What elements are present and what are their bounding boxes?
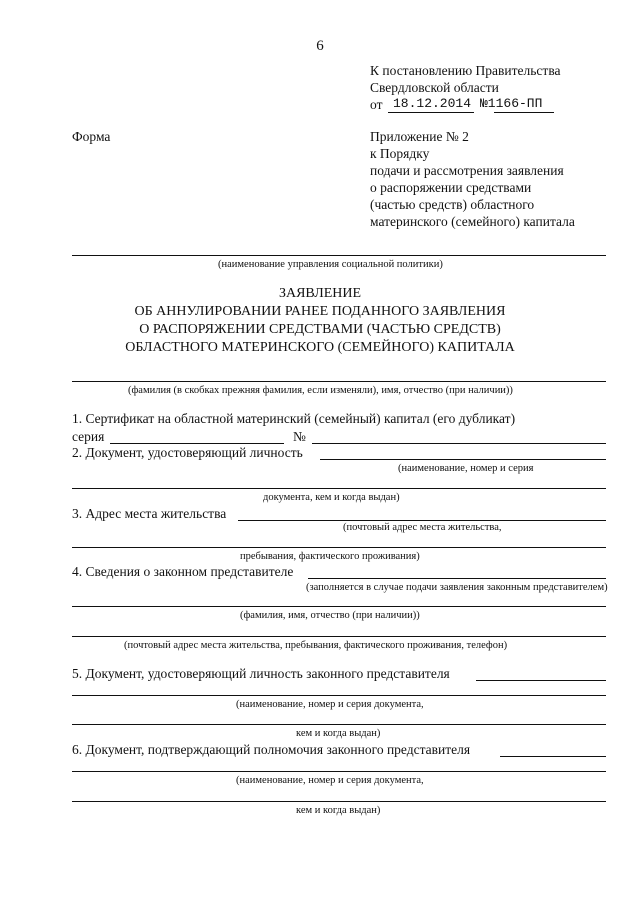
item-1-series-label: серия [72,429,105,444]
title-line-2: ОБ АННУЛИРОВАНИИ РАНЕЕ ПОДАННОГО ЗАЯВЛЕНИЯ [134,304,506,319]
item-5-caption-1: (наименование, номер и серия документа, [236,699,424,710]
residence-address-field-2[interactable] [72,547,606,548]
authority-document-field-3[interactable] [72,801,606,802]
title-line-4: ОБЛАСТНОГО МАТЕРИНСКОГО (СЕМЕЙНОГО) КАПИТАЛА [125,340,515,355]
representative-address-field[interactable] [72,636,606,637]
applicant-name-field-line[interactable] [72,381,606,382]
item-4-caption-1: (заполняется в случае подачи заявления законным представителем) [306,582,608,593]
title-line-1: ЗАЯВЛЕНИЕ [278,286,362,301]
item-2-caption-2: документа, кем и когда выдан) [263,492,400,503]
item-6-caption-2: кем и когда выдан) [296,805,381,816]
department-field-line[interactable] [72,255,606,256]
identity-document-field[interactable] [320,459,606,460]
certificate-series-field[interactable] [110,443,284,444]
item-3-caption-1: (почтовый адрес места жительства, [343,522,502,533]
appendix-line-5: (частью средств) областного [370,197,535,212]
item-5-label: 5. Документ, удостоверяющий личность законного представителя [72,666,450,681]
certificate-number-field[interactable] [312,443,606,444]
item-4-label: 4. Сведения о законном представителе [72,564,294,579]
form-label: Форма [72,129,111,144]
residence-address-field[interactable] [238,520,606,521]
item-4-caption-2: (фамилия, имя, отчество (при наличии)) [240,610,420,621]
item-4-caption-3: (почтовый адрес места жительства, пребывания, фактического проживания, телефон) [124,640,508,651]
representative-name-field[interactable] [72,606,606,607]
page-number: 6 [316,38,324,54]
item-1-label: 1. Сертификат на областной материнский (семейный) капитал (его дубликат) [72,411,516,426]
appendix-line-1: Приложение № 2 [370,129,469,144]
appendix-line-6: материнского (семейного) капитала [370,214,575,229]
item-3-caption-2: пребывания, фактического проживания) [240,551,420,562]
item-5-caption-2: кем и когда выдан) [296,728,381,739]
decree-line-1: К постановлению Правительства [370,63,561,78]
decree-number: №1166-ПП [480,96,543,111]
appendix-line-2: к Порядку [370,146,430,161]
item-2-caption-1: (наименование, номер и серия [398,463,534,474]
representative-info-field[interactable] [308,578,606,579]
representative-id-field-3[interactable] [72,724,606,725]
department-caption: (наименование управления социальной политики) [218,259,443,270]
item-6-label: 6. Документ, подтверждающий полномочия законного представителя [72,742,471,757]
item-1-number-label: № [293,429,306,444]
decree-line-2: Свердловской области [370,80,499,95]
authority-document-field-2[interactable] [72,771,606,772]
representative-id-field-2[interactable] [72,695,606,696]
appendix-line-3: подачи и рассмотрения заявления [370,163,564,178]
date-underline [388,112,474,113]
applicant-caption: (фамилия (в скобках прежняя фамилия, если изменяли), имя, отчество (при наличии)) [128,385,513,396]
item-2-label: 2. Документ, удостоверяющий личность [72,445,303,460]
representative-id-field[interactable] [476,680,606,681]
identity-document-field-2[interactable] [72,488,606,489]
decree-date-prefix: от [370,97,383,112]
decree-date: 18.12.2014 [393,96,472,111]
appendix-line-4: о распоряжении средствами [370,180,532,195]
item-3-label: 3. Адрес места жительства [72,506,227,521]
item-6-caption-1: (наименование, номер и серия документа, [236,775,424,786]
number-underline [494,112,554,113]
title-line-3: О РАСПОРЯЖЕНИИ СРЕДСТВАМИ (ЧАСТЬЮ СРЕДСТВ) [139,322,501,337]
authority-document-field[interactable] [500,756,606,757]
